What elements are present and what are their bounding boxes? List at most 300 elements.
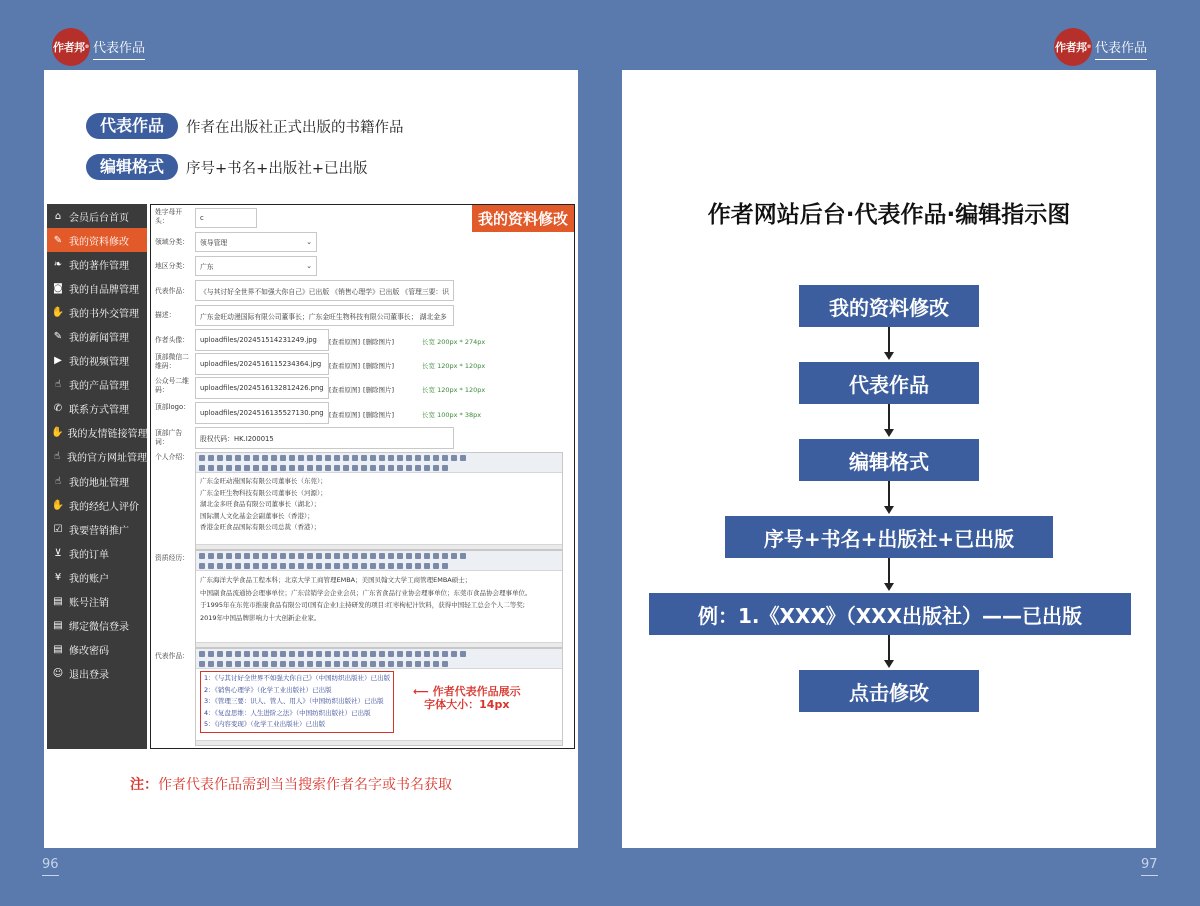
toolbar-button[interactable] bbox=[199, 553, 205, 559]
toolbar-button[interactable] bbox=[379, 651, 385, 657]
toolbar-button[interactable] bbox=[280, 563, 286, 569]
toolbar-button[interactable] bbox=[244, 651, 250, 657]
website-icon: ☝ bbox=[53, 451, 61, 463]
toolbar-button[interactable] bbox=[415, 465, 421, 471]
sidebar-item[interactable] bbox=[47, 614, 147, 638]
sidebar-item-label: 我的著作管理 bbox=[69, 260, 129, 272]
sidebar-item[interactable] bbox=[47, 397, 147, 421]
resume-line: 广东海洋大学食品工程本科；北京大学工商管理EMBA；美国贝翰文大学工商管理EMBA硕士； bbox=[200, 576, 472, 584]
toolbar-button[interactable] bbox=[271, 661, 277, 667]
toolbar-button[interactable] bbox=[397, 465, 403, 471]
sidebar-item-label: 我的账户 bbox=[69, 573, 109, 585]
toolbar-button[interactable] bbox=[361, 465, 367, 471]
toolbar-button[interactable] bbox=[433, 661, 439, 667]
initial-label: 姓字母开头： bbox=[155, 208, 183, 225]
toolbar-button[interactable] bbox=[325, 651, 331, 657]
toolbar-button[interactable] bbox=[244, 553, 250, 559]
toolbar-button[interactable] bbox=[307, 651, 313, 657]
toolbar-button[interactable] bbox=[433, 651, 439, 657]
wechat-delete-link[interactable]: [删除图片] bbox=[363, 362, 395, 370]
toolbar-button[interactable] bbox=[406, 661, 412, 667]
sidebar-item-label: 绑定微信登录 bbox=[69, 622, 129, 634]
toolbar-button[interactable] bbox=[226, 465, 232, 471]
toolbar-button[interactable] bbox=[433, 455, 439, 461]
rep-work-item: 3：《管理三要：识人、管人、用人》（中国纺织出版社）已出版 bbox=[204, 697, 384, 706]
sidebar-item[interactable] bbox=[47, 590, 147, 614]
toolbar-button[interactable] bbox=[316, 661, 322, 667]
toolbar-button[interactable] bbox=[235, 465, 241, 471]
toolbar-button[interactable] bbox=[271, 465, 277, 471]
avatar-dim: 长宽 200px * 274px bbox=[422, 338, 486, 346]
toolbar-button[interactable] bbox=[271, 651, 277, 657]
toolbar-button[interactable] bbox=[361, 455, 367, 461]
field-label: 领域分类： bbox=[155, 238, 189, 246]
sidebar-item-label: 会员后台首页 bbox=[69, 212, 129, 224]
flow-connector bbox=[888, 558, 890, 583]
toolbar-button[interactable] bbox=[352, 661, 358, 667]
flow-step-pattern: 序号+书名+出版社+已出版 bbox=[725, 516, 1053, 558]
sidebar-item[interactable] bbox=[47, 204, 147, 228]
left-logo-text: 作者邦 bbox=[53, 41, 85, 54]
chevron-down-icon: ⌄ bbox=[306, 262, 312, 270]
toolbar-button[interactable] bbox=[298, 661, 304, 667]
toolbar-button[interactable] bbox=[424, 661, 430, 667]
toolbar-button[interactable] bbox=[424, 455, 430, 461]
definition-row bbox=[86, 113, 404, 139]
toolbar-button[interactable] bbox=[424, 651, 430, 657]
toolbar-button[interactable] bbox=[253, 455, 259, 461]
toolbar-button[interactable] bbox=[307, 563, 313, 569]
toolbar-button[interactable] bbox=[262, 661, 268, 667]
public-label: 公众号二维码： bbox=[155, 377, 189, 394]
resume-line: 中国副食品流通协会理事单位；广东营销学会企业会员；广东省食品行业协会理事单位；东莞市食品协会理事单位。 bbox=[200, 588, 532, 597]
toolbar-button[interactable] bbox=[424, 563, 430, 569]
rep-work-item: 1：《与其讨好全世界不如强大你自己》（中国纺织出版社）已出版 bbox=[204, 674, 391, 682]
toolbar-button[interactable] bbox=[226, 553, 232, 559]
chevron-down-icon: ⌄ bbox=[306, 238, 312, 246]
public-input[interactable]: uploadfiles/2024516132812426.png bbox=[195, 377, 329, 399]
toolbar-button[interactable] bbox=[388, 465, 394, 471]
intro-toolbar[interactable] bbox=[196, 453, 562, 473]
toolbar-button[interactable] bbox=[415, 661, 421, 667]
toolbar-button[interactable] bbox=[442, 455, 448, 461]
toolbar-button[interactable] bbox=[307, 553, 313, 559]
toolbar-button[interactable] bbox=[406, 455, 412, 461]
toolbar-button[interactable] bbox=[253, 465, 259, 471]
flow-connector bbox=[888, 404, 890, 429]
sidebar-item-label: 联系方式管理 bbox=[69, 405, 129, 417]
toolbar-button[interactable] bbox=[253, 553, 259, 559]
toolbar-button[interactable] bbox=[208, 465, 214, 471]
toolbar-button[interactable] bbox=[244, 563, 250, 569]
right-section-label: 代表作品 bbox=[1095, 37, 1147, 60]
toolbar-button[interactable] bbox=[442, 553, 448, 559]
toolbar-button[interactable] bbox=[334, 563, 340, 569]
toolbar-button[interactable] bbox=[433, 553, 439, 559]
toolbar-button[interactable] bbox=[199, 563, 205, 569]
rep-work-item: 5：《内容变现》（化学工业出版社）已出版 bbox=[204, 720, 326, 729]
right-page bbox=[622, 70, 1156, 848]
sidebar-item[interactable] bbox=[47, 565, 147, 589]
toolbar-button[interactable] bbox=[361, 651, 367, 657]
toolbar-button[interactable] bbox=[325, 455, 331, 461]
sidebar-item[interactable] bbox=[47, 541, 147, 565]
toolbar-button[interactable] bbox=[460, 455, 466, 461]
sidebar-item[interactable] bbox=[47, 517, 147, 541]
toolbar-button[interactable] bbox=[325, 553, 331, 559]
toolbar-button[interactable] bbox=[415, 553, 421, 559]
toolbar-button[interactable] bbox=[244, 661, 250, 667]
wechat-bind-icon: ▤ bbox=[53, 620, 63, 632]
toolbar-button[interactable] bbox=[244, 465, 250, 471]
flow-arrow-icon bbox=[884, 583, 894, 591]
footnote-prefix: 注： bbox=[130, 777, 158, 793]
resume-editor-body[interactable] bbox=[196, 571, 562, 642]
toolbar-button[interactable] bbox=[289, 455, 295, 461]
toolbar-button[interactable] bbox=[406, 651, 412, 657]
toolbar-button[interactable] bbox=[415, 455, 421, 461]
flow-connector bbox=[888, 327, 890, 352]
sidebar-item-label: 我的官方网址管理 bbox=[67, 453, 147, 465]
toolbar-button[interactable] bbox=[415, 563, 421, 569]
public-delete-link[interactable]: [删除图片] bbox=[363, 386, 395, 394]
toolbar-button[interactable] bbox=[424, 465, 430, 471]
product-icon: ☝ bbox=[54, 379, 62, 391]
toolbar-button[interactable] bbox=[226, 455, 232, 461]
toolbar-button[interactable] bbox=[226, 661, 232, 667]
toolbar-button[interactable] bbox=[208, 455, 214, 461]
resume-label: 资质经历： bbox=[155, 554, 189, 562]
right-logo: 作者邦 ® bbox=[1054, 28, 1092, 66]
avatar-label: 作者头像： bbox=[155, 336, 189, 344]
sidebar-item-label: 我要营销推广 bbox=[69, 525, 129, 537]
toolbar-button[interactable] bbox=[226, 651, 232, 657]
toolbar-button[interactable] bbox=[307, 455, 313, 461]
toolbar-button[interactable] bbox=[451, 553, 457, 559]
toolbar-button[interactable] bbox=[316, 455, 322, 461]
sidebar-item[interactable] bbox=[47, 349, 147, 373]
sidebar-item-label: 我的产品管理 bbox=[69, 381, 129, 393]
toolbar-button[interactable] bbox=[361, 661, 367, 667]
toolbar-button[interactable] bbox=[388, 553, 394, 559]
toolbar-button[interactable] bbox=[397, 661, 403, 667]
toolbar-button[interactable] bbox=[397, 455, 403, 461]
toolbar-button[interactable] bbox=[271, 553, 277, 559]
footnote bbox=[130, 774, 452, 794]
intro-editor-body[interactable] bbox=[196, 473, 562, 544]
toolbar-button[interactable] bbox=[208, 553, 214, 559]
toolbar-button[interactable] bbox=[397, 651, 403, 657]
resize-handle[interactable] bbox=[196, 544, 562, 549]
intro-line: 香港金旺食品国际有限公司总裁（香港）； bbox=[200, 523, 321, 531]
sidebar-item[interactable] bbox=[47, 662, 147, 686]
toolbar-button[interactable] bbox=[415, 651, 421, 657]
flow-arrow-icon bbox=[884, 506, 894, 514]
toolbar-button[interactable] bbox=[298, 563, 304, 569]
toolbar-button[interactable] bbox=[307, 661, 313, 667]
toolbar-button[interactable] bbox=[370, 465, 376, 471]
toolbar-button[interactable] bbox=[343, 651, 349, 657]
toolbar-button[interactable] bbox=[316, 563, 322, 569]
toolbar-button[interactable] bbox=[226, 563, 232, 569]
toolbar-button[interactable] bbox=[352, 465, 358, 471]
flow-connector bbox=[888, 481, 890, 506]
footnote-text: 作者代表作品需到当当搜索作者名字或书名获取 bbox=[158, 777, 452, 793]
toolbar-button[interactable] bbox=[199, 661, 205, 667]
toolbar-button[interactable] bbox=[379, 563, 385, 569]
sidebar-item[interactable] bbox=[47, 421, 147, 445]
toolbar-button[interactable] bbox=[208, 661, 214, 667]
phone-icon: ✆ bbox=[53, 403, 63, 415]
field-select[interactable] bbox=[195, 232, 317, 252]
toolbar-button[interactable] bbox=[334, 661, 340, 667]
region-select[interactable] bbox=[195, 256, 317, 276]
toolbar-button[interactable] bbox=[217, 455, 223, 461]
toolbar-button[interactable] bbox=[370, 661, 376, 667]
toolbar-button[interactable] bbox=[235, 651, 241, 657]
toolbar-button[interactable] bbox=[343, 465, 349, 471]
sidebar-item[interactable] bbox=[47, 252, 147, 276]
toolbar-button[interactable] bbox=[289, 563, 295, 569]
toolbar-button[interactable] bbox=[235, 563, 241, 569]
toolbar-button[interactable] bbox=[325, 563, 331, 569]
toolbar-button[interactable] bbox=[298, 553, 304, 559]
play-icon: ▶ bbox=[54, 355, 62, 367]
intro-line: 国际潮人文化基金会副董事长（香港）； bbox=[200, 511, 314, 520]
intro-line: 湖北金多旺食品有限公司董事长（湖北）； bbox=[200, 500, 321, 508]
toolbar-button[interactable] bbox=[379, 553, 385, 559]
public-view-link[interactable]: [查看原图] bbox=[329, 386, 361, 394]
toolbar-button[interactable] bbox=[289, 553, 295, 559]
toolbar-button[interactable] bbox=[460, 651, 466, 657]
form-title: 我的资料修改 bbox=[472, 205, 574, 232]
toolbar-button[interactable] bbox=[316, 465, 322, 471]
toolbar-button[interactable] bbox=[280, 465, 286, 471]
toolbar-button[interactable] bbox=[352, 455, 358, 461]
exit-icon: ☺ bbox=[52, 668, 64, 680]
toolbar-button[interactable] bbox=[388, 455, 394, 461]
toolbar-button[interactable] bbox=[235, 455, 241, 461]
toolbar-button[interactable] bbox=[451, 651, 457, 657]
toolbar-button[interactable] bbox=[298, 455, 304, 461]
toolbar-button[interactable] bbox=[343, 563, 349, 569]
wechat-input[interactable]: uploadfiles/2024516115234364.jpg bbox=[195, 353, 329, 375]
sidebar-item[interactable] bbox=[47, 324, 147, 348]
address-icon: ☝ bbox=[54, 475, 62, 487]
toolbar-button[interactable] bbox=[289, 661, 295, 667]
region-select-value: 广东 bbox=[200, 263, 214, 271]
rep-work-item: 4：《复盘思维：人生进阶之法》（中国纺织出版社）已出版 bbox=[204, 708, 371, 717]
avatar-input[interactable]: uploadfiles/20245151423124​9.jpg bbox=[195, 329, 329, 351]
toolbar-button[interactable] bbox=[442, 563, 448, 569]
toolbar-button[interactable] bbox=[280, 661, 286, 667]
toolbar-button[interactable] bbox=[388, 563, 394, 569]
flow-title: 作者网站后台·代表作品·编辑指示图 bbox=[707, 202, 1071, 228]
sidebar-item[interactable] bbox=[47, 493, 147, 517]
toolbar-button[interactable] bbox=[352, 651, 358, 657]
rep-work-item: 2：《销售心理学》（化学工业出版社）已出版 bbox=[204, 685, 332, 694]
toolbar-button[interactable] bbox=[334, 553, 340, 559]
right-logo-text: 作者邦 bbox=[1055, 41, 1087, 54]
toolbar-button[interactable] bbox=[262, 465, 268, 471]
desc-label: 描述： bbox=[155, 311, 176, 319]
toolbar-button[interactable] bbox=[370, 455, 376, 461]
toolbar-button[interactable] bbox=[253, 563, 259, 569]
toolbar-button[interactable] bbox=[388, 661, 394, 667]
toolbar-button[interactable] bbox=[262, 553, 268, 559]
books-icon: ❧ bbox=[53, 258, 63, 270]
toolbar-button[interactable] bbox=[379, 465, 385, 471]
toolbar-button[interactable] bbox=[199, 465, 205, 471]
toolbar-button[interactable] bbox=[325, 465, 331, 471]
toolbar-button[interactable] bbox=[244, 455, 250, 461]
toolbar-button[interactable] bbox=[379, 661, 385, 667]
toolbar-button[interactable] bbox=[379, 455, 385, 461]
field-select-value: 领导管理 bbox=[200, 239, 228, 247]
toolbar-button[interactable] bbox=[262, 651, 268, 657]
toolbar-button[interactable] bbox=[352, 563, 358, 569]
toplogo-view-link[interactable]: [查看原图] bbox=[329, 411, 361, 419]
toolbar-button[interactable] bbox=[370, 651, 376, 657]
toolbar-button[interactable] bbox=[433, 563, 439, 569]
sidebar-item-label: 我的资料修改 bbox=[69, 236, 129, 248]
toolbar-button[interactable] bbox=[397, 553, 403, 559]
profile-form bbox=[150, 204, 575, 749]
toolbar-button[interactable] bbox=[298, 465, 304, 471]
yen-icon: ¥ bbox=[54, 571, 62, 583]
toolbar-button[interactable] bbox=[334, 651, 340, 657]
public-dim: 长宽 120px * 120px bbox=[422, 386, 486, 394]
resume-editor[interactable] bbox=[195, 550, 563, 648]
toolbar-button[interactable] bbox=[397, 563, 403, 569]
right-page-number: 97 bbox=[1141, 857, 1158, 876]
toolbar-button[interactable] bbox=[343, 455, 349, 461]
toplogo-input[interactable]: uploadfiles/2024516135527130.png bbox=[195, 402, 329, 424]
toolbar-button[interactable] bbox=[235, 661, 241, 667]
left-page-number: 96 bbox=[42, 857, 59, 876]
toolbar-button[interactable] bbox=[217, 465, 223, 471]
toolbar-button[interactable] bbox=[271, 455, 277, 461]
callout-line1: ⟵ 作者代表作品展示 bbox=[413, 685, 521, 698]
toolbar-button[interactable] bbox=[217, 651, 223, 657]
sidebar-item[interactable] bbox=[47, 300, 147, 324]
avatar-delete-link[interactable]: [删除图片] bbox=[363, 338, 395, 346]
flow-arrow-icon bbox=[884, 660, 894, 668]
sidebar-item[interactable] bbox=[47, 276, 147, 300]
profile-edit-icon: ✎ bbox=[53, 234, 63, 246]
toolbar-button[interactable] bbox=[199, 651, 205, 657]
toplogo-delete-link[interactable]: [删除图片] bbox=[363, 411, 395, 419]
toolbar-button[interactable] bbox=[325, 661, 331, 667]
toolbar-button[interactable] bbox=[370, 563, 376, 569]
toolbar-button[interactable] bbox=[451, 455, 457, 461]
toolbar-button[interactable] bbox=[217, 553, 223, 559]
toolbar-button[interactable] bbox=[208, 651, 214, 657]
toolbar-button[interactable] bbox=[406, 465, 412, 471]
wechat-label: 顶部微信二维码： bbox=[155, 353, 189, 370]
toolbar-button[interactable] bbox=[262, 563, 268, 569]
toolbar-button[interactable] bbox=[433, 465, 439, 471]
rep-works-list bbox=[200, 671, 394, 733]
toolbar-button[interactable] bbox=[280, 651, 286, 657]
sidebar-item[interactable] bbox=[47, 469, 147, 493]
toolbar-button[interactable] bbox=[334, 465, 340, 471]
left-page bbox=[44, 70, 578, 848]
pill-edit-format: 编辑格式 bbox=[86, 154, 178, 180]
toolbar-button[interactable] bbox=[343, 553, 349, 559]
toolbar-button[interactable] bbox=[262, 455, 268, 461]
initial-input[interactable]: c bbox=[195, 208, 257, 228]
toolbar-button[interactable] bbox=[253, 651, 259, 657]
flow-step-format: 编辑格式 bbox=[799, 439, 979, 481]
desc-input[interactable]: 广东金旺动漫国际有限公司董事长；广东金旺生物科技有限公司董事长； 湖北金多 bbox=[195, 305, 454, 326]
works-input[interactable]: 《与其讨好全世界不如强大你自己》已出版 《销售心理学》已出版 《管理三要：识 bbox=[195, 280, 454, 301]
resize-handle[interactable] bbox=[196, 642, 562, 647]
toolbar-button[interactable] bbox=[253, 661, 259, 667]
toolbar-button[interactable] bbox=[361, 553, 367, 559]
toolbar-button[interactable] bbox=[442, 465, 448, 471]
sidebar-item[interactable] bbox=[47, 638, 147, 662]
toolbar-button[interactable] bbox=[316, 553, 322, 559]
rep-label: 代表作品： bbox=[155, 652, 189, 660]
toolbar-button[interactable] bbox=[361, 563, 367, 569]
toplogo-label: 顶部logo： bbox=[155, 403, 190, 411]
pill-representative-works: 代表作品 bbox=[86, 113, 178, 139]
handshake-icon: ✋ bbox=[51, 306, 65, 318]
wechat-view-link[interactable]: [查看原图] bbox=[329, 362, 361, 370]
toolbar-button[interactable] bbox=[280, 455, 286, 461]
toolbar-button[interactable] bbox=[442, 661, 448, 667]
resume-toolbar[interactable] bbox=[196, 551, 562, 571]
toolbar-button[interactable] bbox=[406, 553, 412, 559]
sidebar-item-label: 我的经纪人评价 bbox=[69, 501, 139, 513]
resize-handle[interactable] bbox=[196, 740, 562, 745]
intro-editor[interactable] bbox=[195, 452, 563, 550]
flow-step-works: 代表作品 bbox=[799, 362, 979, 404]
toolbar-button[interactable] bbox=[343, 661, 349, 667]
toolbar-button[interactable] bbox=[289, 465, 295, 471]
sidebar-item[interactable] bbox=[47, 228, 147, 252]
toolbar-button[interactable] bbox=[298, 651, 304, 657]
resume-line: 2019年中国品牌影响力十大创新企业家。 bbox=[200, 613, 321, 622]
toolbar-button[interactable] bbox=[316, 651, 322, 657]
toolbar-button[interactable] bbox=[235, 553, 241, 559]
toolbar-button[interactable] bbox=[334, 455, 340, 461]
flow-arrow-icon bbox=[884, 352, 894, 360]
toolbar-button[interactable] bbox=[460, 553, 466, 559]
toolbar-button[interactable] bbox=[199, 455, 205, 461]
toolbar-button[interactable] bbox=[217, 661, 223, 667]
toolbar-button[interactable] bbox=[352, 553, 358, 559]
toolbar-button[interactable] bbox=[289, 651, 295, 657]
toolbar-button[interactable] bbox=[208, 563, 214, 569]
sidebar-item[interactable] bbox=[47, 445, 147, 469]
region-label: 地区分类： bbox=[155, 262, 189, 270]
sidebar-item[interactable] bbox=[47, 373, 147, 397]
ad-input[interactable]: 股权代码：HK.I200015 bbox=[195, 427, 454, 449]
rep-toolbar[interactable] bbox=[196, 649, 562, 669]
toolbar-button[interactable] bbox=[424, 553, 430, 559]
toolbar-button[interactable] bbox=[271, 563, 277, 569]
toolbar-button[interactable] bbox=[388, 651, 394, 657]
toolbar-button[interactable] bbox=[370, 553, 376, 559]
toolbar-button[interactable] bbox=[406, 563, 412, 569]
toolbar-button[interactable] bbox=[280, 553, 286, 559]
toolbar-button[interactable] bbox=[307, 465, 313, 471]
toolbar-button[interactable] bbox=[217, 563, 223, 569]
avatar-view-link[interactable]: [查看原图] bbox=[329, 338, 361, 346]
toolbar-button[interactable] bbox=[442, 651, 448, 657]
